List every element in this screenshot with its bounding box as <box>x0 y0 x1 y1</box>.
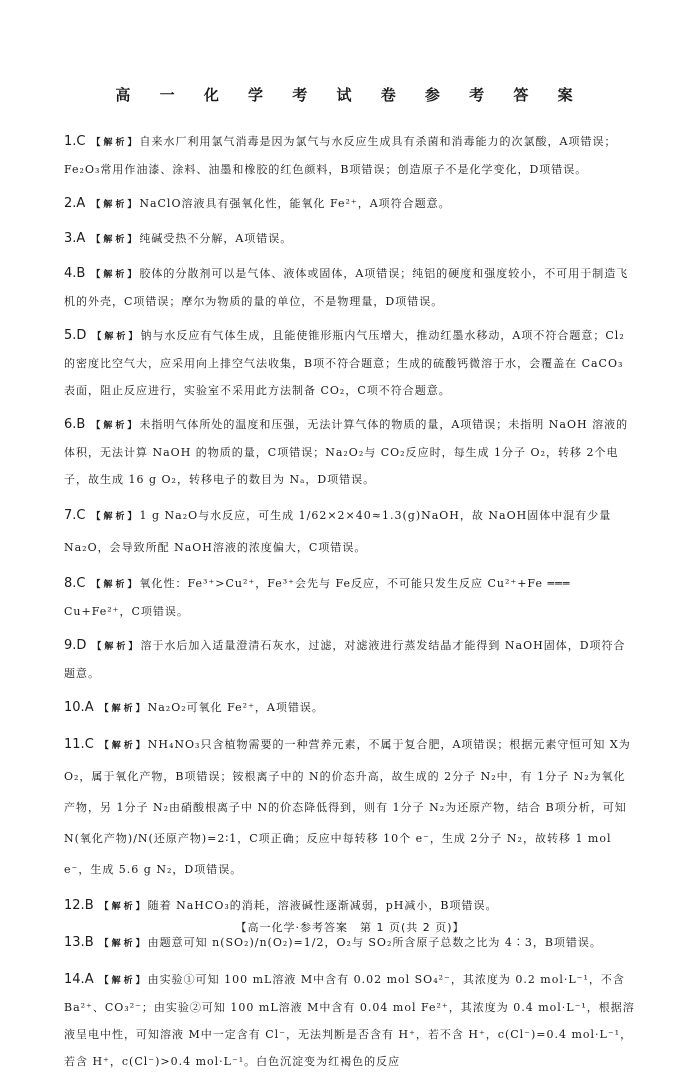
analysis-tag: 【解析】 <box>91 138 140 148</box>
item-answer: B <box>76 417 86 432</box>
item-answer: A <box>76 196 86 211</box>
analysis-tag: 【解析】 <box>91 270 140 280</box>
analysis-tag: 【解析】 <box>91 200 140 210</box>
item-text: 1 g Na₂O与水反应，可生成 1/62×2×40≈1.3(g)NaOH，故 NaOH固体中混有少量 Na₂O，会导致所配 NaOH溶液的浓度偏大，C项错误。 <box>64 509 612 554</box>
item-answer: A <box>84 700 94 715</box>
answer-list <box>64 128 636 1082</box>
answer-item <box>64 892 636 920</box>
item-answer: C <box>76 576 86 591</box>
item-text: NH₄NO₃只含植物需要的一种营养元素，不属于复合肥，A项错误；根据元素守恒可知 X为 O₂，属于氧化产物，B项错误；铵根离子中的 N的价态升高，故生成的 2分子 N₂中，有 1分子 N₂为氧化产物，另 1分子 N₂由硝酸根离子中 N的价态降低得到，则有 1分子 N₂为还原产物，结合 B项分析，可知 N(氧化产物)/N(还原产物)=2∶1，C项正确；反应中每转移 10个 e⁻，生成 2分子 N₂，故转移 1 mol e⁻，生成 5.6 g N₂，D项错误。 <box>64 738 631 876</box>
item-text: Na₂O₂可氧化 Fe²⁺，A项错误。 <box>147 701 324 714</box>
answer-item <box>64 128 636 183</box>
page-footer: 【高一化学·参考答案 第 1 页(共 2 页)】 <box>235 921 465 934</box>
item-text: 纯碱受热不分解，A项错误。 <box>139 232 293 245</box>
item-text: 随着 NaHCO₃的消耗，溶液碱性逐渐减弱，pH减小，B项错误。 <box>147 899 498 912</box>
answer-item <box>64 225 636 253</box>
item-answer: B <box>76 266 86 281</box>
item-number: 10. <box>64 700 85 715</box>
item-number: 14. <box>64 972 85 987</box>
analysis-tag: 【解析】 <box>92 332 141 342</box>
item-answer: B <box>84 898 94 913</box>
item-number: 3. <box>64 231 77 246</box>
item-text: 钠与水反应有气体生成，且能使锥形瓶内气压增大，推动红墨水移动，A项不符合题意；Cl₂的密度比空气大，应采用向上排空气法收集，B项不符合题意；生成的硫酸钙微溶于水，会覆盖在 CaCO₃ 表面，阻止反应进行，实验室不采用此方法制备 CO₂，C项不符合题意。 <box>64 329 625 397</box>
page-title: 高 一 化 学 考 试 卷 参 考 答 案 <box>115 86 585 104</box>
item-text: 由实验①可知 100 mL溶液 M中含有 0.02 mol SO₄²⁻，其浓度为 0.2 mol·L⁻¹，不含 Ba²⁺、CO₃²⁻；由实验②可知 100 mL溶液 M中含有 0.04 mol Fe²⁺，其浓度为 0.4 mol·L⁻¹，根据溶液呈电中性，可知溶液 M中一定含有 Cl⁻，无法判断是否含有 H⁺，若不含 H⁺，c(Cl⁻)=0.4 mol·L⁻¹，若含 H⁺，c(Cl⁻)>0.4 mol·L⁻¹。白色沉淀变为红褐色的反应 <box>64 973 635 1068</box>
item-number: 5. <box>64 328 77 343</box>
item-number: 9. <box>64 638 77 653</box>
item-answer: C <box>76 134 86 149</box>
item-answer: A <box>84 972 94 987</box>
item-answer: D <box>76 328 87 343</box>
answer-item <box>64 500 636 563</box>
answer-item <box>64 966 636 1075</box>
analysis-tag: 【解析】 <box>92 642 141 652</box>
item-text: 未指明气体所处的温度和压强，无法计算气体的物质的量，A项错误；未指明 NaOH 溶液的体积，无法计算 NaOH 的物质的量，C项错误；Na₂O₂与 CO₂反应时，每生成 1分子 O₂，转移 2个电子，故生成 16 g O₂，转移电子的数目为 Nₐ，D项错误。 <box>64 418 629 486</box>
answer-item <box>64 570 636 625</box>
answer-item <box>64 190 636 218</box>
analysis-tag: 【解析】 <box>99 704 148 714</box>
item-number: 12. <box>64 898 85 913</box>
item-text: 氧化性：Fe³⁺>Cu²⁺，Fe³⁺会先与 Fe反应，不可能只发生反应 Cu²⁺+Fe ═══ Cu+Fe²⁺，C项错误。 <box>64 577 571 618</box>
item-number: 13. <box>64 935 85 950</box>
item-number: 8. <box>64 576 77 591</box>
answer-item <box>64 729 636 885</box>
item-number: 7. <box>64 508 77 523</box>
item-answer: B <box>84 935 94 950</box>
answer-item <box>64 694 636 722</box>
item-answer: C <box>76 508 86 523</box>
item-text: 胶体的分散剂可以是气体、液体或固体，A项错误；纯铝的硬度和强度较小，不可用于制造飞机的外壳，C项错误；摩尔为物质的量的单位，不是物理量，D项错误。 <box>64 267 629 308</box>
analysis-tag: 【解析】 <box>99 939 148 949</box>
analysis-tag: 【解析】 <box>99 902 148 912</box>
answer-item <box>64 322 636 404</box>
item-number: 11. <box>64 737 85 752</box>
item-text: NaClO溶液具有强氧化性，能氧化 Fe²⁺，A项符合题意。 <box>139 197 451 210</box>
analysis-tag: 【解析】 <box>99 741 148 751</box>
item-answer: C <box>84 737 94 752</box>
item-number: 1. <box>64 134 77 149</box>
item-number: 2. <box>64 196 77 211</box>
item-answer: A <box>76 231 86 246</box>
answer-item <box>64 411 636 493</box>
analysis-tag: 【解析】 <box>99 976 148 986</box>
item-text: 自来水厂利用氯气消毒是因为氯气与水反应生成具有杀菌和消毒能力的次氯酸，A项错误；Fe₂O₃常用作油漆、涂料、油墨和橡胶的红色颜料，B项错误；创造原子不是化学变化，D项错误。 <box>64 135 617 176</box>
answer-item <box>64 260 636 315</box>
analysis-tag: 【解析】 <box>91 235 140 245</box>
analysis-tag: 【解析】 <box>91 421 140 431</box>
item-text: 由题意可知 n(SO₂)/n(O₂)=1/2，O₂与 SO₂所含原子总数之比为 4∶3，B项错误。 <box>147 936 602 949</box>
analysis-tag: 【解析】 <box>91 512 140 522</box>
item-number: 6. <box>64 417 77 432</box>
item-number: 4. <box>64 266 77 281</box>
analysis-tag: 【解析】 <box>91 580 140 590</box>
item-answer: D <box>76 638 87 653</box>
item-text: 溶于水后加入适量澄清石灰水，过滤，对滤液进行蒸发结晶才能得到 NaOH固体，D项符合题意。 <box>64 639 626 680</box>
answer-item <box>64 632 636 687</box>
